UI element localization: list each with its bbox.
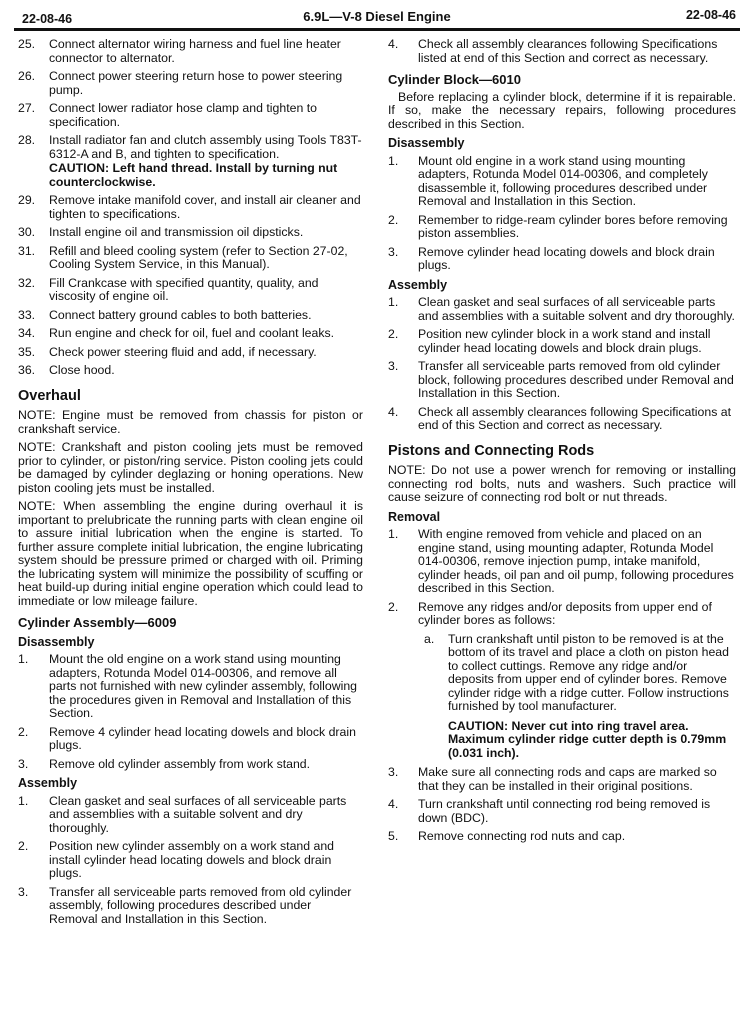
- page-header: [14, 6, 740, 31]
- item-number: 2.: [388, 212, 399, 227]
- item-number: 5.: [388, 829, 399, 843]
- item-text: Remove connecting rod nuts and cap.: [418, 829, 626, 843]
- item-text: Make sure all connecting rods and caps are marked so that they can be installed in their original positions.: [418, 765, 717, 793]
- item-number: 28.: [18, 133, 36, 147]
- item-letter: a.: [424, 631, 435, 646]
- item-text: Clean gasket and seal surfaces of all serviceable parts and assemblies with a suitable solvent and dry thoroughly.: [418, 295, 735, 323]
- item-text: Mount the old engine on a work stand using mounting adapters, Rotunda Model 014-00306, and remove all parts not furnished with new cylinder assembly, following the procedures given in Removal and Installation of this Section.: [49, 652, 358, 720]
- caution-note: CAUTION: Never cut into ring travel area. Maximum cylinder ridge cutter depth is 0.79mm (0.031 inch).: [448, 718, 727, 760]
- item-text: Position new cylinder assembly on a work stand and install cylinder head locating dowels and block drain plugs.: [49, 839, 335, 880]
- list-item: [388, 601, 736, 628]
- item-number: 3.: [388, 359, 399, 373]
- item-number: 3.: [388, 244, 399, 259]
- list-item: [18, 653, 363, 721]
- item-text: Transfer all serviceable parts removed from old cylinder assembly, following procedures described under Removal and Installation in this Section.: [49, 884, 352, 926]
- page-number-left: 22-08-46: [22, 12, 73, 26]
- list-item: [18, 758, 363, 772]
- list-item: [18, 309, 363, 323]
- item-number: 1.: [18, 652, 29, 666]
- list-item: [388, 360, 736, 401]
- subheading-assembly: Assembly: [388, 277, 448, 292]
- item-text: Mount old engine in a work stand using mounting adapters, Rotunda Model 014-00306, and completely disassemble it, following procedures described under Removal and Installation in this Section.: [418, 153, 708, 208]
- list-item: [18, 364, 363, 378]
- list-item: [388, 296, 736, 323]
- item-number: 4.: [388, 797, 399, 811]
- item-number: 2.: [18, 724, 29, 739]
- item-text: Check all assembly clearances following Specifications listed at end of this Section and correct as necessary.: [418, 37, 718, 65]
- list-item: [388, 528, 736, 596]
- item-number: 31.: [18, 243, 36, 258]
- item-text: Connect lower radiator hose clamp and tighten to specification.: [49, 101, 317, 129]
- list-item: [18, 840, 363, 881]
- item-number: 4.: [388, 404, 399, 419]
- note-paragraph: NOTE: Do not use a power wrench for removing or installing connecting rod bolts, nuts and washers. Such practice will cause seizure of connecting rod bolt or nut threads.: [388, 463, 736, 504]
- list-item: [18, 277, 363, 304]
- list-item: [18, 70, 363, 97]
- item-text: Check all assembly clearances following Specifications at end of this Section and correct as necessary.: [418, 404, 732, 432]
- item-number: 35.: [18, 344, 36, 359]
- list-item: [18, 245, 363, 272]
- list-item: [18, 886, 363, 927]
- item-number: 2.: [388, 599, 399, 614]
- list-item: [388, 830, 736, 844]
- subheading-disassembly: Disassembly: [18, 634, 95, 649]
- page-title: 6.9L—V-8 Diesel Engine: [303, 9, 451, 24]
- subheading-removal: Removal: [388, 509, 441, 524]
- item-number: 4.: [388, 37, 399, 51]
- section-heading-pistons: Pistons and Connecting Rods: [388, 442, 595, 459]
- item-text: Run engine and check for oil, fuel and coolant leaks.: [49, 326, 335, 340]
- item-number: 3.: [18, 756, 29, 771]
- subheading-assembly: Assembly: [18, 776, 78, 790]
- item-text: Fill Crankcase with specified quantity, quality, and viscosity of engine oil.: [49, 275, 319, 303]
- item-text: Check power steering fluid and add, if necessary.: [49, 344, 317, 359]
- item-number: 3.: [18, 884, 29, 899]
- item-text: Connect alternator wiring harness and fuel line heater connector to alternator.: [49, 37, 341, 65]
- list-item: [388, 766, 736, 793]
- item-text: Turn crankshaft until connecting rod being removed is down (BDC).: [418, 797, 711, 825]
- item-number: 36.: [18, 363, 36, 377]
- item-number: 2.: [18, 839, 29, 853]
- item-text: Remember to ridge-ream cylinder bores before removing piston assemblies.: [418, 212, 728, 240]
- list-item: [18, 134, 363, 161]
- item-text: Remove intake manifold cover, and install air cleaner and tighten to specifications.: [49, 193, 361, 221]
- caution-note: CAUTION: Left hand thread. Install by turning nut counterclockwise.: [49, 161, 338, 189]
- list-item: [18, 194, 363, 221]
- section-heading-cylinder-assembly: Cylinder Assembly—6009: [18, 615, 177, 630]
- item-text: Refill and bleed cooling system (refer to Section 27-02, Cooling System Service, in this Manual).: [49, 243, 348, 271]
- left-column: [18, 38, 363, 931]
- item-number: 3.: [388, 765, 399, 779]
- note-paragraph: NOTE: When assembling the engine during overhaul it is important to prelubricate the running parts with clean engine oil to assure initial lubrication when the engine is started. To further assure complete initial lubrication, the engine lubricating system should be pressure primed or charged with oil. Priming the lubricating system will minimize the possibility of scuffing or heat build-up during initial engine operation which could lead to immediate or low mileage failure.: [18, 499, 363, 608]
- item-text: Position new cylinder block in a work stand and install cylinder head locating dowels and block drain plugs.: [418, 327, 711, 355]
- list-item: [18, 226, 363, 240]
- item-text: Connect battery ground cables to both batteries.: [49, 307, 312, 322]
- section-heading-overhaul: Overhaul: [18, 387, 81, 404]
- item-text: Remove cylinder head locating dowels and block drain plugs.: [418, 244, 715, 272]
- note-paragraph: NOTE: Crankshaft and piston cooling jets must be removed prior to cylinder, or piston/ring service. Piston cooling jets could be damaged by cylinder deglazing or honing operations. New piston cooling jets must be installed.: [18, 440, 363, 495]
- item-text: Turn crankshaft until piston to be removed is at the bottom of its travel and place a cloth on piston head to collect cuttings. Remove any ridge and/or deposits from upper end of cylinder bores. Remove cylinder ridge with a ridge cutter. Follow instructions furnished by tool manufacturer.: [448, 631, 729, 713]
- item-text: Remove any ridges and/or deposits from upper end of cylinder bores as follows:: [418, 599, 712, 627]
- list-item: [388, 38, 736, 65]
- item-number: 1.: [388, 295, 399, 309]
- list-item: [18, 346, 363, 360]
- list-item: [18, 327, 363, 341]
- item-number: 34.: [18, 326, 36, 340]
- paragraph: Before replacing a cylinder block, determine if it is repairable. If so, make the necessary repairs, following procedures described in this Section.: [388, 89, 736, 131]
- list-item: [388, 328, 736, 355]
- sub-list-item: [424, 633, 736, 714]
- item-number: 1.: [18, 793, 29, 808]
- list-item: [388, 214, 736, 241]
- item-text: Clean gasket and seal surfaces of all serviceable parts and assemblies with a suitable solvent and dry thoroughly.: [49, 793, 347, 835]
- item-text: Remove 4 cylinder head locating dowels and block drain plugs.: [49, 724, 356, 752]
- subheading-disassembly: Disassembly: [388, 136, 465, 150]
- item-number: 1.: [388, 527, 399, 541]
- list-item: [18, 38, 363, 65]
- list-item: [18, 726, 363, 753]
- item-number: 2.: [388, 327, 399, 341]
- item-text: Remove old cylinder assembly from work stand.: [49, 756, 311, 771]
- item-number: 1.: [388, 153, 399, 168]
- item-text: Connect power steering return hose to power steering pump.: [49, 69, 343, 97]
- item-number: 26.: [18, 69, 36, 83]
- item-number: 27.: [18, 101, 36, 115]
- list-item: [388, 798, 736, 825]
- item-text: Install radiator fan and clutch assembly using Tools T83T-6312-A and B, and tighten to specification.: [49, 133, 362, 161]
- item-text: Transfer all serviceable parts removed from old cylinder block, following procedures described under Removal and Installation in this Section.: [418, 359, 734, 400]
- list-item: [388, 406, 736, 433]
- item-number: 29.: [18, 193, 36, 207]
- right-column: [388, 38, 736, 849]
- page-number-right: 22-08-46: [685, 8, 736, 22]
- item-number: 25.: [18, 37, 36, 51]
- list-item: [18, 102, 363, 129]
- list-item: [18, 795, 363, 836]
- list-item: [388, 155, 736, 209]
- item-number: 30.: [18, 225, 36, 239]
- item-number: 33.: [18, 307, 36, 322]
- item-text: Install engine oil and transmission oil dipsticks.: [49, 225, 304, 239]
- item-text: With engine removed from vehicle and placed on an engine stand, using mounting adapter, Rotunda Model 014-00306, remove injection pump, intake manifold, cylinder heads, oil pan and oil pump, following procedures described in this Section.: [418, 527, 734, 595]
- section-heading-cylinder-block: Cylinder Block—6010: [388, 72, 521, 87]
- item-text: Close hood.: [49, 363, 115, 377]
- note-paragraph: NOTE: Engine must be removed from chassis for piston or crankshaft service.: [18, 408, 363, 436]
- list-item: [388, 246, 736, 273]
- item-number: 32.: [18, 275, 36, 290]
